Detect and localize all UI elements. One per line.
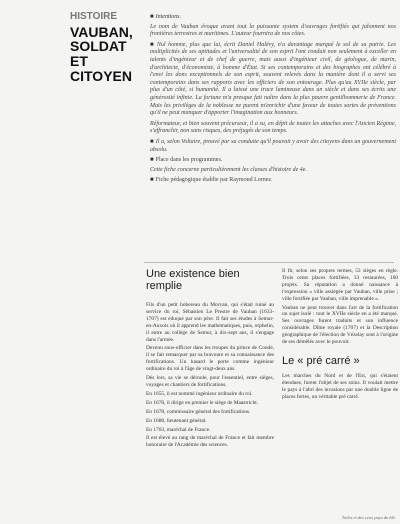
intro-paragraph: ■ Nul homme, plus que lui, écrit Daniel Halévy, n'a davantage marqué le sol de sa patrie. Les multiplicités de ses aptitudes et l'universalité de son esprit l'ont conduit non seulement à exceller en talents d'ingénieur et de chef de guerre, mais aussi d'ingénieur civil, de géologue, de marin, d'architecte, d'économiste, à homme d'État. Si ses contemporains et des biographes ont célébré à l'envi les dons exceptionnels de son esprit, souvent relevés dans la manière dont il a servi ses contemporains dans ses rapports avec les officiers de son entourage. Plus qu'au XVIIe siècle, par plus d'un côté, si humanité. Il a laissé une trace lumineuse dans un siècle et dans ses écrits une générosité infinie. La fortune m'a presque fait naître dans la plus pauvre gentilhommerie de France. Mais les privilèges de la noblesse ne purent m'enrichir d'une faveur de toutes sortes de préventions qu'il ne peut manquer d'apporter l'imagination aux honneurs. xyxy=(150,41,396,117)
page-title: VAUBAN, SOLDAT ET CITOYEN xyxy=(70,23,133,84)
bullet-icon: ■ xyxy=(150,177,154,184)
bullet-icon: ■ xyxy=(150,157,154,164)
article-paragraph: En 1688, lieutenant général. xyxy=(146,417,207,424)
image-caption: Toiles et des ceux pays du blé. xyxy=(341,515,396,520)
bullet-icon: ■ xyxy=(150,14,154,20)
article-paragraph: En 1678, commissaire général des fortifications. xyxy=(146,408,251,415)
article-paragraph: Fils d'un petit hobereau du Morvan, qui s'était ruiné au service du roi, Sébastien Le Prestre de Vauban (1633-1707) est éduqué par son père. Il fait ses études à Semur-en-Auxois où il apprend les mathématiques, puis, orphelin, il entre au collège de Semur, à dix-sept ans, il s'engage dans l'armée. xyxy=(146,302,274,343)
article-paragraph: Vauban ne peut trouver dans l'art de la fortification un sujet isolé : tout le XVIIe siècle en a été marqué. Ses ouvrages furent traduits et son influence considérable. Dîme royale (1707) et la Description géographique de l'élection de Vézelay sont à l'origine de ses démêlés avec le pouvoir. xyxy=(282,304,398,346)
article-paragraph: Devenu sous-officier dans les troupes du prince de Condé, il se fait remarquer par sa bravoure et sa connaissance des fortifications. Un hasard le porte comme ingénieur ordinaire du roi à l'âge de vingt-deux ans. xyxy=(146,345,274,373)
section-kicker: HISTOIRE xyxy=(70,11,118,22)
article-column-left xyxy=(146,268,274,451)
article-paragraph: En 1678, il dirige en premier le siège de Maastricht. xyxy=(146,399,259,406)
article-paragraph: Il fit, selon ses propres termes, 53 sièges en règle. Trois cents places fortifiées, 33 restaurées, 160 projets. Sa réputation a donné naissance à l'expression « ville assiégée par Vauban, ville prise ; ville fortifiée par Vauban, ville imprenable ». xyxy=(282,268,398,302)
article-paragraph: En 1655, il est nommé ingénieur ordinaire du roi. xyxy=(146,390,253,397)
section-divider xyxy=(144,262,394,263)
article-header xyxy=(70,12,146,83)
article-column-right xyxy=(282,268,398,403)
intro-block xyxy=(150,14,396,187)
intro-paragraph: Le nom de Vauban évoque avant tout la puissante system d'ouvrages fortifiés qui jalonnent nos frontières terrestres et maritimes. L'auteur fournira de nos côtes. xyxy=(150,23,396,38)
bullet-icon: ■ xyxy=(150,138,154,145)
article-paragraph: En 1703, maréchal de France. xyxy=(146,426,211,433)
article-paragraph: Il est élevé au rang de maréchal de France et fait membre honoraire de l'Académie des sciences. xyxy=(146,435,274,449)
article-subheading: Le « pré carré » xyxy=(282,354,360,367)
article-heading: Une existence bien remplie xyxy=(146,268,240,292)
article-paragraph: Dès lors, sa vie se déroule, pour l'essentiel, entre sièges, voyages et chantiers de fortifications. xyxy=(146,375,274,388)
article-paragraph: Les marches du Nord et de l'Est, qui s'étaient étendues, furent l'objet de ses soins. Il voulait mettre le pays à l'abri des invasions par une double ligne de places fortes, un véritable pré carré. xyxy=(282,372,398,400)
program-heading: ■ Place dans les programmes. xyxy=(150,157,223,164)
program-text: Cette fiche concerne particulièrement les classes d'histoire de 4e. xyxy=(150,166,307,173)
author-line: ■ Fiche pédagogique établie par Raymond Lornez. xyxy=(150,177,273,184)
intro-paragraph: ■ Il a, selon Voltaire, prouvé par sa conduite qu'il pouvait y avoir des citoyens dans un gouvernement absolu. xyxy=(150,138,396,153)
intentions-heading: ■ Intentions. xyxy=(150,14,182,20)
bullet-icon: ■ xyxy=(150,41,155,48)
intro-paragraph: Réformateur, et bien souvent précurseur, il a su, en dépit de toutes les attaches avec l'Ancien Régime, s'affranchir, non sans risques, des préjugés de son temps. xyxy=(150,120,396,135)
